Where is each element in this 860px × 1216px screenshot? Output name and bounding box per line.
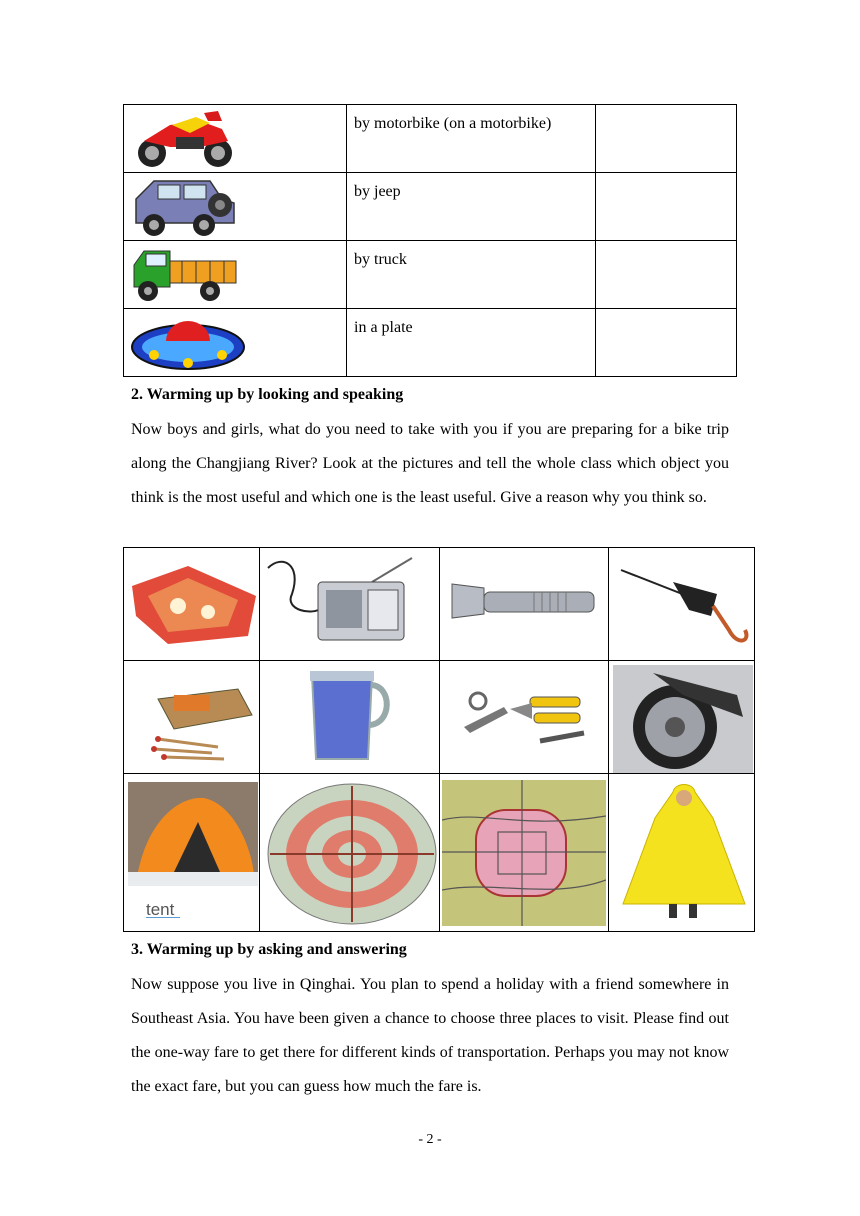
compass-image [262,778,438,928]
transport-label: in a plate [347,309,596,377]
jeep-icon [130,175,240,239]
tent-image [128,782,258,902]
raincoat-image [613,778,753,928]
table-row [124,241,737,309]
answer-cell [596,309,737,377]
paragraph: Now boys and girls, what do you need to take with you if you are preparing for a bike trip along the Changjiang River? Look at the pictures and tell the whole class which object you think is the most useful and which one is the least useful. Give a reason why you think so. [131,421,729,506]
radio-image [262,554,438,654]
table-row [124,173,737,241]
answer-cell [596,105,737,173]
objects-grid [123,547,755,932]
umbrella-image [613,550,753,658]
motorbike-wheel-image [613,665,753,773]
page-number: - 2 - [418,1132,442,1147]
truck-icon [130,243,240,307]
tools-image [444,667,604,771]
ufo-plate-icon [130,311,246,375]
section-heading: 2. Warming up by looking and speaking [131,386,404,403]
paragraph: Now suppose you live in Qinghai. You plan to spend a holiday with a friend somewhere in Southeast Asia. You have been given a chance to choose three places to visit. Please find out the one-way fare to get there for different kinds of transportation. Perhaps you may not know the exact fare, but you can guess how much the fare is. [131,976,729,1095]
transport-label: by jeep [347,173,596,241]
section-heading: 3. Warming up by asking and answering [131,941,407,958]
map-image [442,780,606,926]
tent-label: tent [146,900,175,919]
motorbike-icon [130,107,240,171]
answer-cell [596,241,737,309]
matches-image [128,669,258,769]
flashlight-image [444,556,604,656]
blanket-image [128,556,258,656]
table-row [124,309,737,377]
water-jug-image [262,663,438,773]
transport-label: by motorbike (on a motorbike) [347,105,596,173]
answer-cell [596,173,737,241]
transport-table [123,104,737,377]
table-row [124,105,737,173]
transport-label: by truck [347,241,596,309]
